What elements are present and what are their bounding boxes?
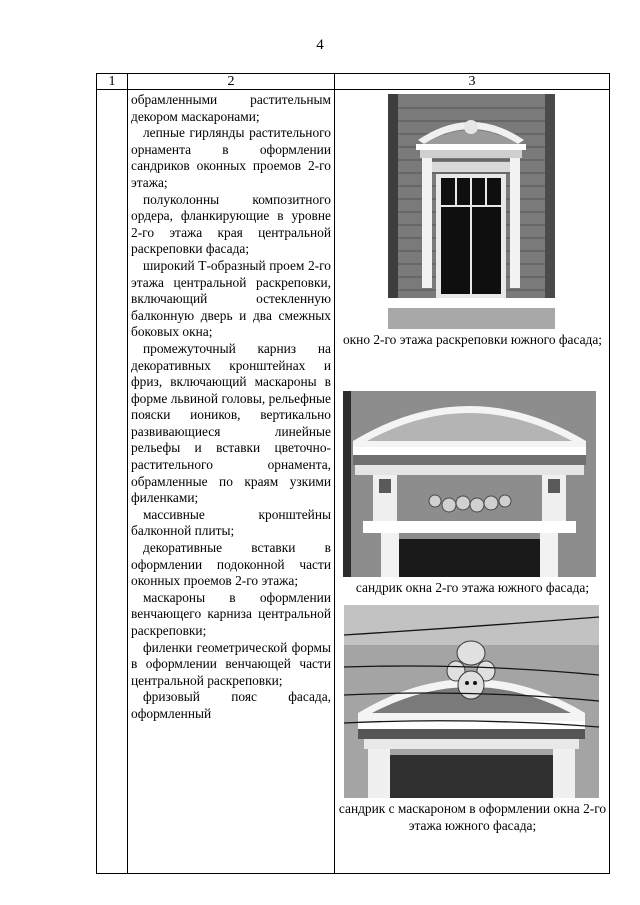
description-paragraph: маскароны в оформлении венчающего карниза центральной раскреповки; bbox=[131, 589, 331, 638]
description-paragraph: декоративные вставки в оформлении подоконной части оконных проемов 2-го этажа; bbox=[131, 540, 331, 589]
description-paragraph: лепные гирлянды растительного орнамента в оформлении сандриков оконных проемов 2-го этажа; bbox=[131, 125, 331, 190]
table-body-row bbox=[97, 90, 610, 874]
pediment-photo bbox=[343, 391, 596, 577]
photo-caption: окно 2-го этажа раскреповки южного фасада; bbox=[342, 332, 603, 347]
window-photo bbox=[388, 94, 555, 329]
column-header-1: 1 bbox=[97, 74, 128, 90]
description-paragraph: обрамленными растительным декором маскаронами; bbox=[131, 92, 331, 124]
mascaron-pediment-photo bbox=[344, 605, 599, 798]
monument-table bbox=[96, 73, 610, 874]
description-paragraph: полуколонны композитного ордера, фланкирующие в уровне 2-го этажа края центральной раскреповки фасада; bbox=[131, 191, 331, 257]
photo-caption: сандрик с маскароном в оформлении окна 2-го этажа южного фасада; bbox=[338, 801, 607, 833]
description-paragraph: широкий Т-образный проем 2-го этажа центральной раскреповки, включающий остекленную балконную дверь и два смежных боковых окна; bbox=[131, 257, 331, 340]
column-header-3: 3 bbox=[335, 74, 610, 90]
page-number: 4 bbox=[316, 37, 324, 53]
table-header-row bbox=[97, 74, 610, 90]
photo-cell bbox=[335, 90, 610, 874]
column-header-2: 2 bbox=[128, 74, 335, 90]
description-paragraph: филенки геометрической формы в оформлении венчающей части центральной раскреповки; bbox=[131, 639, 331, 688]
photo-caption: сандрик окна 2-го этажа южного фасада; bbox=[355, 580, 590, 595]
description-paragraph: фризовый пояс фасада, оформленный bbox=[131, 689, 331, 721]
description-paragraph: промежуточный карниз на декоративных кронштейнах и фриз, включающий маскароны в форме львиной головы, рельефные пояски иоников, вертикально развивающиеся линейные рельефы и вставки цветочно-растительного орнамента, обрамленные по краям узкими филенками; bbox=[131, 340, 331, 506]
description-cell bbox=[128, 90, 335, 874]
description-paragraph: массивные кронштейны балконной плиты; bbox=[131, 506, 331, 539]
number-cell bbox=[97, 90, 128, 874]
